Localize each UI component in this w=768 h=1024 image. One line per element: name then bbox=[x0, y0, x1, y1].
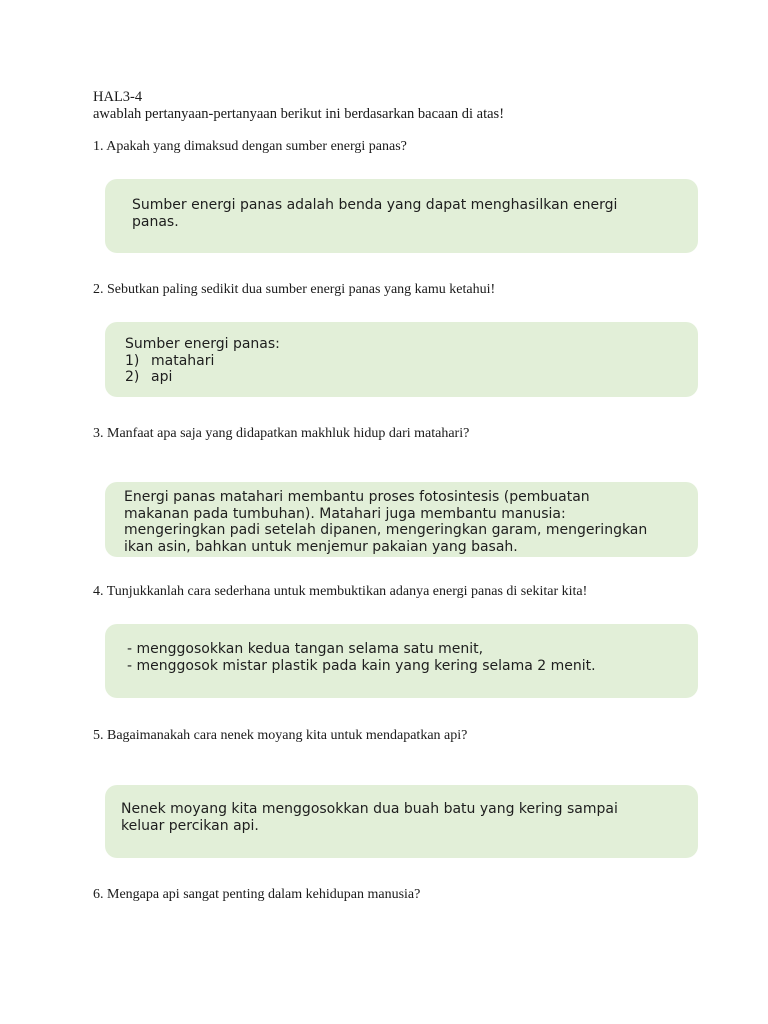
answer-box-2 bbox=[105, 322, 698, 397]
question-3: 3. Manfaat apa saja yang didapatkan makhluk hidup dari matahari? bbox=[93, 426, 470, 441]
answer-3-line-3: mengeringkan padi setelah dipanen, mengeringkan garam, mengeringkan bbox=[124, 522, 648, 538]
answer-box-3 bbox=[105, 482, 698, 557]
question-2: 2. Sebutkan paling sedikit dua sumber energi panas yang kamu ketahui! bbox=[93, 282, 496, 297]
question-6: 6. Mengapa api sangat penting dalam kehidupan manusia? bbox=[93, 887, 421, 902]
answer-2-item-2 bbox=[125, 369, 698, 386]
page-label: HAL3-4 bbox=[93, 89, 143, 105]
question-4: 4. Tunjukkanlah cara sederhana untuk membuktikan adanya energi panas di sekitar kita! bbox=[93, 584, 588, 599]
answer-5-line-1: Nenek moyang kita menggosokkan dua buah batu yang kering sampai bbox=[121, 801, 618, 817]
answer-2-item-2-text: api bbox=[151, 369, 173, 385]
answer-2-item-1-number: 1) bbox=[125, 352, 140, 369]
answer-box-4 bbox=[105, 624, 698, 698]
answer-4-line-1: - menggosokkan kedua tangan selama satu menit, bbox=[127, 641, 484, 657]
answer-1-line-2: panas. bbox=[132, 213, 179, 230]
answer-3-line-2: makanan pada tumbuhan). Matahari juga membantu manusia: bbox=[124, 505, 566, 522]
question-1: 1. Apakah yang dimaksud dengan sumber energi panas? bbox=[93, 139, 407, 154]
answer-box-1 bbox=[105, 179, 698, 253]
answer-2-item-2-number: 2) bbox=[125, 369, 140, 385]
answer-box-5 bbox=[105, 785, 698, 858]
answer-1-line-1: Sumber energi panas adalah benda yang dapat menghasilkan energi bbox=[132, 197, 618, 213]
answer-2-title: Sumber energi panas: bbox=[125, 336, 280, 352]
answer-2-item-1 bbox=[125, 353, 698, 370]
answer-3-line-4: ikan asin, bahkan untuk menjemur pakaian yang basah. bbox=[124, 538, 518, 555]
answer-5-line-2: keluar percikan api. bbox=[121, 817, 259, 834]
instruction-text: awablah pertanyaan-pertanyaan berikut ini berdasarkan bacaan di atas! bbox=[93, 106, 505, 122]
answer-3-line-1: Energi panas matahari membantu proses fotosintesis (pembuatan bbox=[124, 489, 590, 505]
answer-2-item-1-text: matahari bbox=[151, 352, 215, 369]
answer-4-line-2: - menggosok mistar plastik pada kain yang kering selama 2 menit. bbox=[127, 657, 596, 674]
question-5: 5. Bagaimanakah cara nenek moyang kita untuk mendapatkan api? bbox=[93, 728, 468, 743]
